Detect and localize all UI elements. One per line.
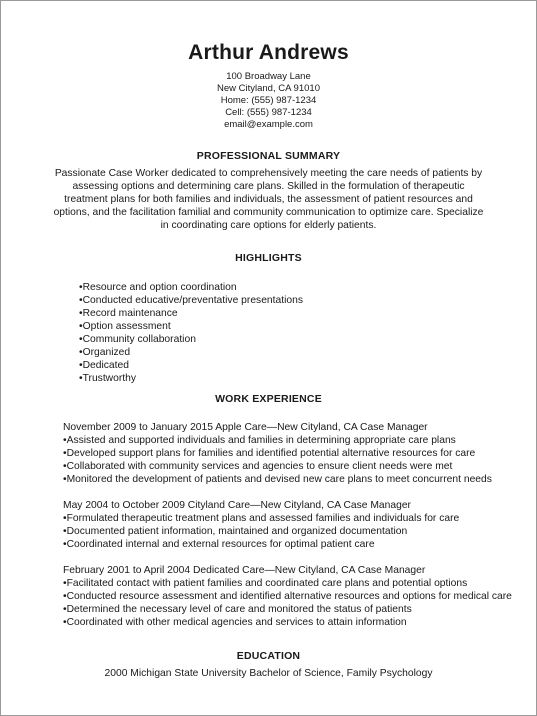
highlight-item: •Option assessment	[79, 321, 171, 332]
education-heading: EDUCATION	[236, 650, 301, 662]
job-bullet: •Coordinated internal and external resources for optimal patient care	[63, 539, 375, 550]
job-bullet: •Assisted and supported individuals and families in determining appropriate care plans	[63, 435, 456, 446]
job-bullet: •Coordinated with other medical agencies and services to attain information	[63, 617, 407, 628]
summary-text: Passionate Case Worker dedicated to comprehensively meeting the care needs of patients by assessing options and determining care plans. Skilled in the formulation of therapeutic treatment plans for both families and individuals, the assessment of patient resources and options, and the facilitation familial and community communication to optimize care. Specialize in coordinating care options for elderly patients.	[53, 168, 484, 231]
highlights-heading: HIGHLIGHTS	[235, 252, 302, 264]
education-entry: 2000 Michigan State University Bachelor of Science, Family Psychology	[104, 668, 433, 679]
summary-heading: PROFESSIONAL SUMMARY	[196, 150, 341, 162]
home-phone: Home: (555) 987-1234	[220, 95, 317, 106]
job-title: November 2009 to January 2015 Apple Care—New Cityland, CA Case Manager	[63, 422, 428, 433]
highlight-item: •Conducted educative/preventative presentations	[79, 295, 303, 306]
highlight-item: •Resource and option coordination	[79, 282, 237, 293]
experience-heading: WORK EXPERIENCE	[215, 393, 322, 405]
highlight-item: •Community collaboration	[79, 334, 196, 345]
highlight-item: •Organized	[79, 347, 131, 358]
job-bullet: •Monitored the development of patients and devised new care plans to meet concurrent needs	[63, 474, 492, 485]
highlight-item: •Trustworthy	[79, 373, 137, 384]
job-bullet: •Formulated therapeutic treatment plans and assessed families and individuals for care	[63, 513, 460, 524]
job-bullet: •Facilitated contact with patient families and coordinated care plans and potential options	[63, 578, 468, 589]
job-bullet: •Developed support plans for families and identified potential alternative resources for care	[63, 448, 476, 459]
address-line-1: 100 Broadway Lane	[226, 71, 311, 82]
highlight-item: •Dedicated	[79, 360, 129, 371]
job-bullet: •Documented patient information, maintained and organized documentation	[63, 526, 408, 537]
cell-phone: Cell: (555) 987-1234	[225, 107, 312, 118]
job-bullet: •Collaborated with community services and agencies to ensure client needs were met	[63, 461, 453, 472]
address-line-2: New Cityland, CA 91010	[217, 83, 320, 94]
email: email@example.com	[224, 119, 313, 130]
job-title: February 2001 to April 2004 Dedicated Care—New Cityland, CA Case Manager	[63, 565, 426, 576]
job-bullet: •Conducted resource assessment and identified alternative resources and options for medical care	[63, 591, 512, 602]
candidate-name: Arthur Andrews	[188, 41, 349, 64]
job-title: May 2004 to October 2009 Cityland Care—New Cityland, CA Case Manager	[63, 500, 411, 511]
job-bullet: •Determined the necessary level of care and monitored the status of patients	[63, 604, 412, 615]
highlight-item: •Record maintenance	[79, 308, 178, 319]
